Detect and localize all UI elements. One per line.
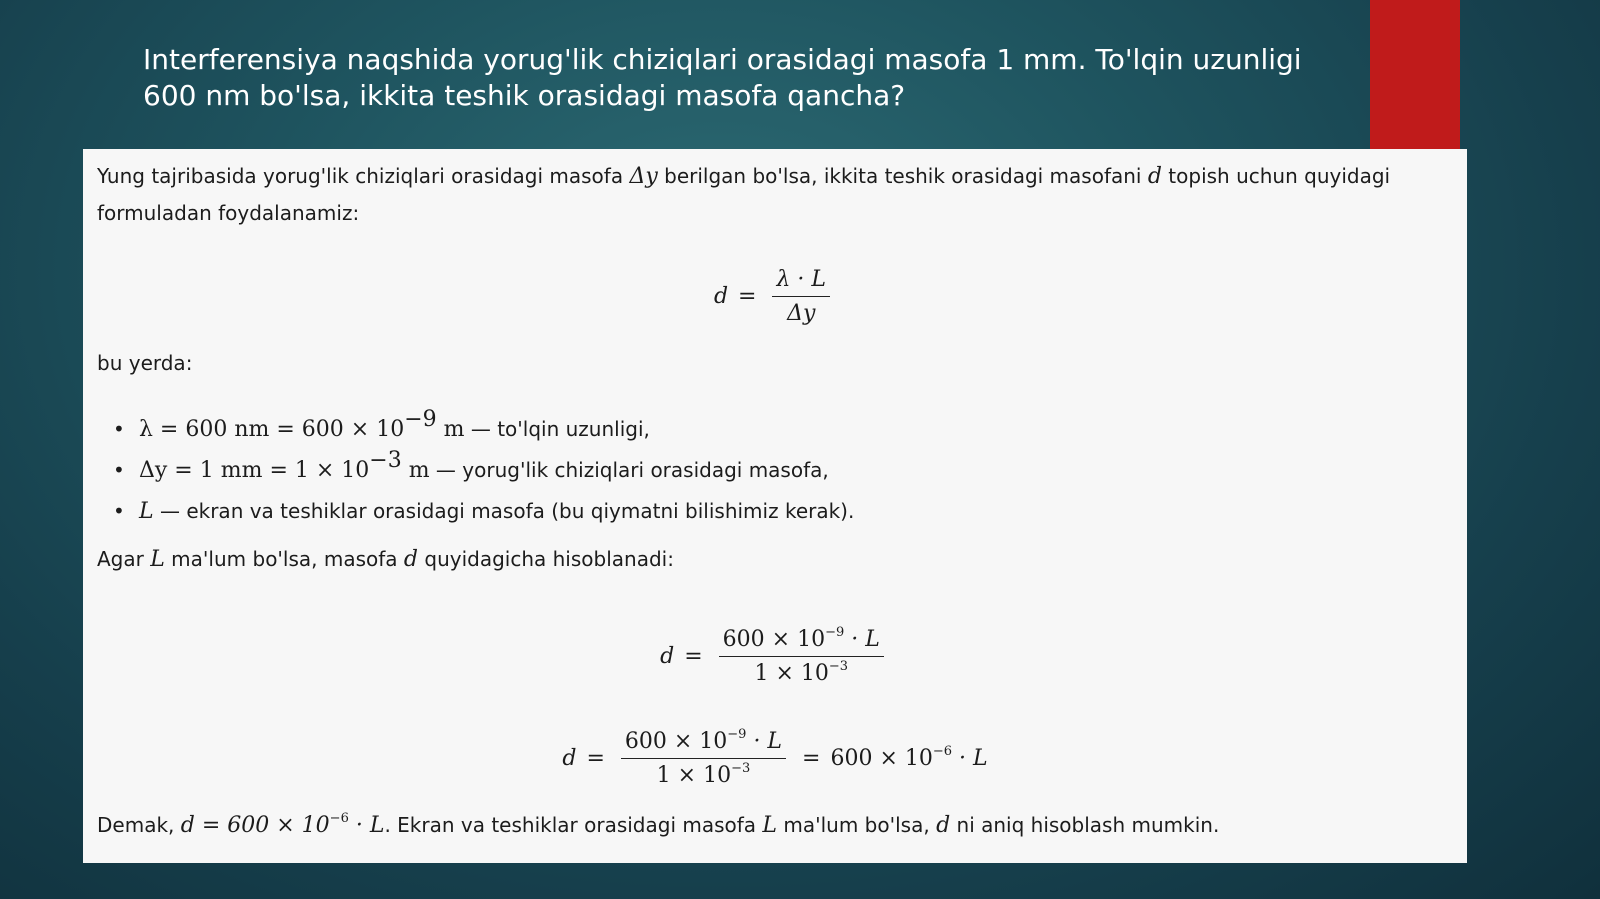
formula-1-fraction [772,267,830,326]
rhs-l: · L [952,746,988,771]
variables-list [97,409,854,532]
num-exponent: −9 [825,625,845,640]
formula-2-numerator [719,627,884,657]
concl-exponent: −6 [329,811,349,826]
intro-text-a: Yung tajribasida yorug'lik chiziqlari orasidagi masofa [97,164,630,188]
formula-1-equals: = [738,284,757,309]
slide-title: Interferensiya naqshida yorug'lik chiziqlari orasidagi masofa 1 mm. To'lqin uzunligi 600 nm bo'lsa, ikkita teshik orasidagi masofa qancha? [143,43,1302,112]
intro-paragraph [97,158,1447,231]
where-label: bu yerda: [97,351,193,375]
num-base: 600 × 10 [722,627,826,652]
den-exponent: −3 [731,761,751,776]
agar-text-b: ma'lum bo'lsa, masofa [164,547,404,571]
item-exponent: −9 [404,407,437,432]
d-symbol: d [1147,164,1162,189]
formula-1-lhs: d [713,284,729,309]
agar-text-c: quyidagicha hisoblanadi: [418,547,674,571]
item-math: λ = 600 nm = 600 × 10 [139,417,405,442]
formula-3-fraction [621,729,786,788]
num-l: · L [844,627,880,652]
num-exponent: −9 [727,727,747,742]
intro-text-c: topish uchun quyidagi formuladan foydalanamiz: [97,164,1391,225]
den-exponent: −3 [828,659,849,674]
formula-3-rhs [830,746,987,771]
red-accent-bar [1370,0,1460,149]
concl-text-b: . Ekran va teshiklar orasidagi masofa [384,813,763,837]
formula-1-denominator: Δy [787,301,816,326]
formula-3-denominator [653,759,755,788]
agar-paragraph [97,541,1447,578]
den-base: 1 × 10 [754,661,829,686]
d-symbol: d [936,813,951,838]
conclusion-paragraph [97,807,1447,844]
formula-2-equals: = [684,644,703,669]
formula-2-fraction [719,627,884,686]
agar-text-a: Agar [97,547,151,571]
delta-y-symbol: Δy [629,164,658,189]
concl-math-b: · L [348,813,385,838]
answer-card [83,149,1467,863]
list-item [139,450,854,491]
formula-2 [83,627,1467,686]
den-base: 1 × 10 [656,763,732,788]
list-item [139,409,854,450]
formula-3-numerator [621,729,786,759]
num-base: 600 × 10 [624,729,728,754]
item-text: — to'lqin uzunligi, [464,417,650,441]
formula-2-denominator [750,657,852,686]
item-math: L [139,499,154,524]
formula-3-lhs: d [562,746,577,771]
item-text: — yorug'lik chiziqlari orasidagi masofa, [429,458,829,482]
formula-2-lhs: d [660,644,675,669]
formula-1 [83,267,1467,326]
item-unit: m [401,458,430,483]
list-item [139,491,854,532]
item-unit: m [436,417,465,442]
formula-3 [83,729,1467,788]
item-exponent: −3 [369,448,402,473]
formula-3-equals: = [586,746,605,771]
concl-text-d: ni aniq hisoblash mumkin. [950,813,1220,837]
concl-math-a: d = 600 × 10 [180,813,330,838]
d-symbol: d [403,547,419,572]
l-symbol: L [150,547,165,572]
rhs-base: 600 × 10 [830,746,933,771]
formula-3-equals-2: = [802,746,821,771]
concl-math [181,813,385,838]
item-text: — ekran va teshiklar orasidagi masofa (bu qiymatni bilishimiz kerak). [153,499,855,523]
l-symbol: L [762,813,778,838]
intro-text-b: berilgan bo'lsa, ikkita teshik orasidagi masofani [657,164,1148,188]
num-l: · L [746,729,783,754]
concl-text-a: Demak, [97,813,181,837]
concl-text-c: ma'lum bo'lsa, [777,813,937,837]
item-math: Δy = 1 mm = 1 × 10 [139,458,370,483]
formula-1-numerator: λ · L [772,267,830,297]
rhs-exponent: −6 [932,744,953,759]
